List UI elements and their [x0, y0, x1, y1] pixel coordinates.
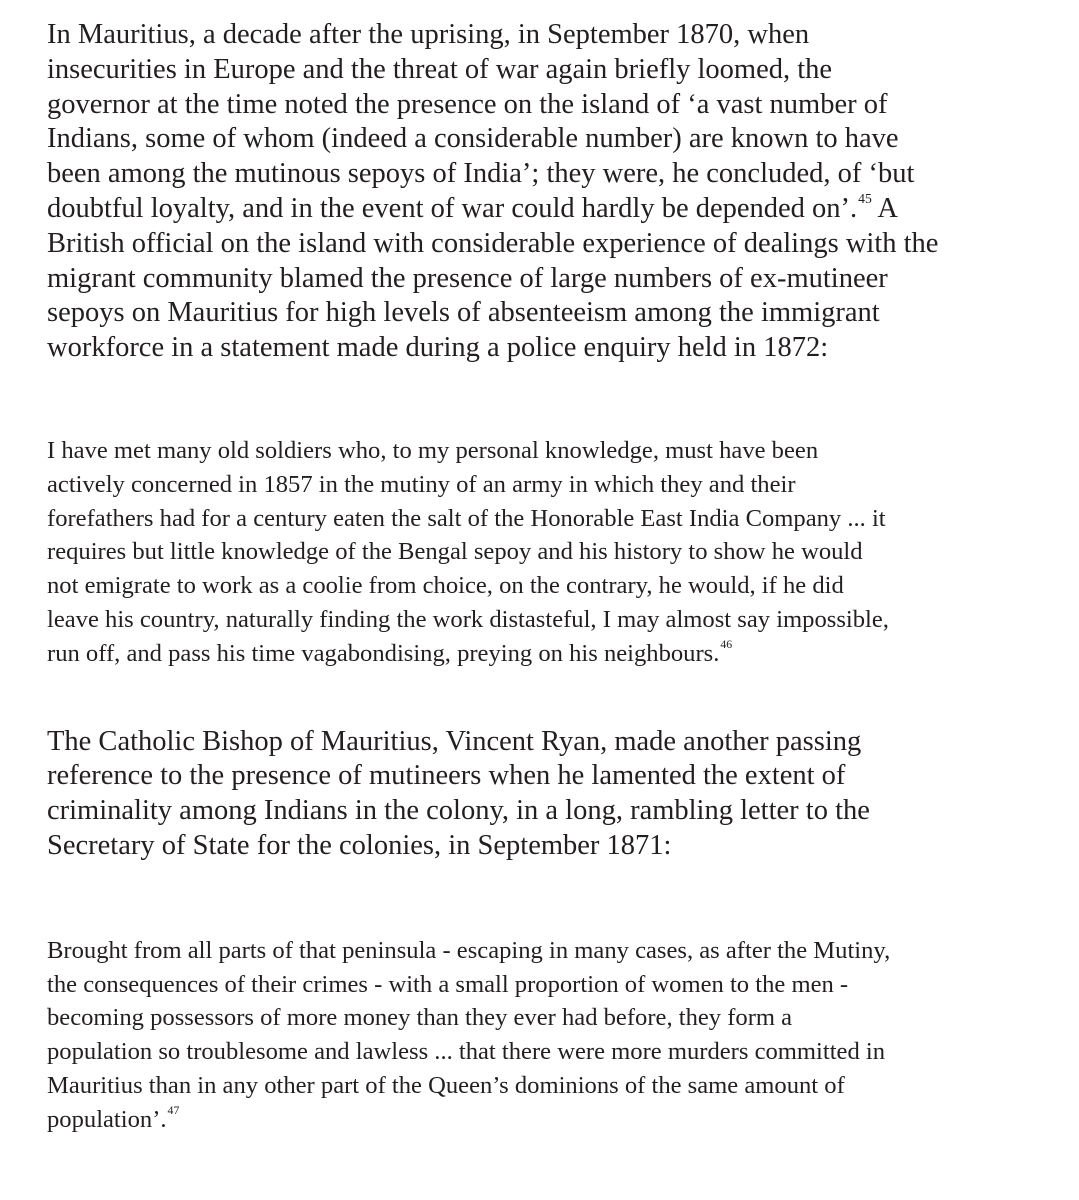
quote-line: Mauritius than in any other part of the Queen’s dominions of the same amount of [47, 1071, 845, 1099]
quote-line: the consequences of their crimes - with a small proportion of women to the men - [47, 970, 849, 998]
quote-line: becoming possessors of more money than they ever had before, they form a [47, 1004, 793, 1032]
text-line-with-footnote [47, 192, 1047, 227]
footnote-ref-45: 45 [858, 190, 872, 206]
text-line: been among the mutinous sepoys of India’; they were, he concluded, of ‘but [47, 158, 915, 190]
quote-line: forefathers had for a century eaten the salt of the Honorable East India Company ... it [47, 504, 886, 532]
quote-line-with-footnote [47, 1103, 1047, 1137]
text-segment: population’. [47, 1105, 167, 1133]
text-line: governor at the time noted the presence on the island of ‘a vast number of [47, 88, 888, 120]
text-line: In Mauritius, a decade after the uprising, in September 1870, when [47, 19, 810, 50]
text-segment: run off, and pass his time vagabondising, preying on his neighbours. [47, 639, 720, 667]
paragraph-mauritius-1870 [47, 18, 1047, 366]
block-quote-peninsula [47, 934, 1047, 1137]
text-line: migrant community blamed the presence of large numbers of ex-mutineer [47, 262, 888, 294]
quote-line: leave his country, naturally finding the work distasteful, I may almost say impossible, [47, 605, 889, 633]
text-segment: doubtful loyalty, and in the event of war could hardly be depended on’. [47, 192, 858, 224]
quote-line-with-footnote [47, 637, 1047, 671]
document-page [47, 18, 1047, 1137]
text-segment: A [871, 192, 898, 224]
text-line: The Catholic Bishop of Mauritius, Vincent Ryan, made another passing [47, 725, 862, 757]
quote-line: actively concerned in 1857 in the mutiny of an army in which they and their [47, 470, 796, 498]
text-line: Secretary of State for the colonies, in September 1871: [47, 829, 672, 861]
quote-line: I have met many old soldiers who, to my personal knowledge, must have been [47, 436, 819, 464]
quote-line: Brought from all parts of that peninsula - escaping in many cases, as after the Mutiny, [47, 936, 891, 964]
text-line: British official on the island with considerable experience of dealings with the [47, 227, 939, 259]
quote-line: requires but little knowledge of the Bengal sepoy and his history to show he would [47, 538, 863, 566]
footnote-ref-47: 47 [167, 1103, 180, 1118]
quote-line: population so troublesome and lawless ... that there were more murders committed in [47, 1038, 886, 1066]
text-line: sepoys on Mauritius for high levels of absenteeism among the immigrant [47, 297, 880, 329]
text-line: criminality among Indians in the colony, in a long, rambling letter to the [47, 795, 870, 827]
text-line: insecurities in Europe and the threat of war again briefly loomed, the [47, 53, 833, 85]
footnote-ref-46: 46 [720, 637, 733, 652]
text-line: workforce in a statement made during a police enquiry held in 1872: [47, 332, 829, 364]
text-line: reference to the presence of mutineers when he lamented the extent of [47, 760, 846, 792]
paragraph-catholic-bishop [47, 725, 1047, 864]
quote-line: not emigrate to work as a coolie from choice, on the contrary, he would, if he did [47, 572, 844, 600]
block-quote-old-soldiers [47, 434, 1047, 671]
text-line: Indians, some of whom (indeed a considerable number) are known to have [47, 123, 899, 155]
